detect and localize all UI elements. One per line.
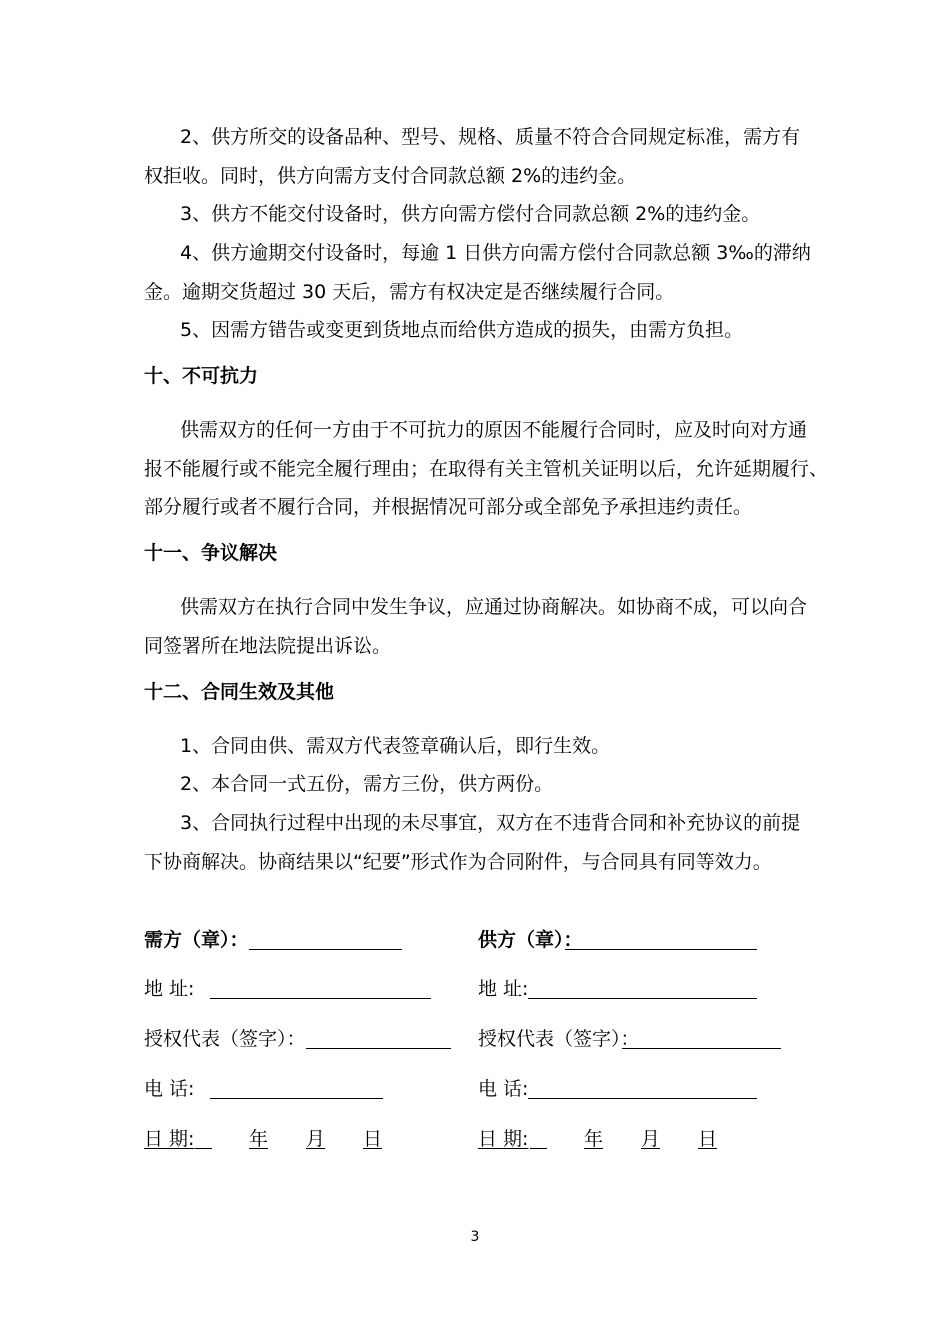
- buyer-address-line: [210, 998, 431, 999]
- supplier-address-label: 地 址:: [478, 978, 529, 1000]
- buyer-date-year: 年: [249, 1128, 269, 1150]
- buyer-seal-line: [249, 949, 402, 950]
- supplier-phone-line: [528, 1098, 757, 1099]
- clause-4-line-2: 金。逾期交货超过 30 天后，需方有权决定是否继续履行合同。: [144, 281, 675, 303]
- buyer-phone-label: 电 话:: [144, 1078, 195, 1100]
- section-12-item-1: 1、合同由供、需双方代表签章确认后，即行生效。: [180, 735, 611, 757]
- buyer-representative-label: 授权代表（签字）：: [144, 1028, 306, 1050]
- buyer-date-day: 日: [363, 1128, 383, 1150]
- buyer-address-label: 地 址:: [144, 978, 195, 1000]
- page-number: 3: [470, 1229, 480, 1245]
- supplier-phone-label: 电 话:: [478, 1078, 529, 1100]
- section-10-line-2: 报不能履行或不能完全履行理由；在取得有关主管机关证明以后，允许延期履行、: [144, 458, 829, 480]
- section-12-item-3-line-1: 3、合同执行过程中出现的未尽事宜，双方在不违背合同和补充协议的前提: [180, 812, 801, 834]
- supplier-address-line: [528, 998, 757, 999]
- section-11-heading: 十一、争议解决: [144, 542, 278, 564]
- supplier-seal-line: [565, 949, 757, 950]
- buyer-date-label: 日 期:: [144, 1128, 195, 1150]
- supplier-representative-line: [622, 1048, 781, 1049]
- buyer-seal-label: 需方（章）：: [144, 929, 249, 951]
- section-11-line-1: 供需双方在执行合同中发生争议，应通过协商解决。如协商不成，可以向合: [180, 596, 808, 618]
- clause-2-line-2: 权拒收。同时，供方向需方支付合同款总额 2%的违约金。: [144, 165, 637, 187]
- section-10-heading: 十、不可抗力: [144, 365, 259, 387]
- section-12-heading: 十二、合同生效及其他: [144, 681, 335, 703]
- section-12-item-3-line-2: 下协商解决。协商结果以“纪要”形式作为合同附件，与合同具有同等效力。: [144, 851, 772, 873]
- section-10-line-3: 部分履行或者不履行合同，并根据情况可部分或全部免予承担违约责任。: [144, 496, 753, 518]
- supplier-representative-label: 授权代表（签字）：: [478, 1028, 640, 1050]
- buyer-date-month: 月: [306, 1128, 326, 1150]
- buyer-date-line: [195, 1148, 212, 1149]
- section-10-line-1: 供需双方的任何一方由于不可抗力的原因不能履行合同时，应及时向对方通: [180, 419, 808, 441]
- section-11-line-2: 同签署所在地法院提出诉讼。: [144, 635, 392, 657]
- supplier-date-label: 日 期:: [478, 1128, 529, 1150]
- clause-4-line-1: 4、供方逾期交付设备时，每逾 1 日供方向需方偿付合同款总额 3‰的滞纳: [180, 242, 811, 264]
- section-12-item-2: 2、本合同一式五份，需方三份，供方两份。: [180, 773, 554, 795]
- buyer-representative-line: [306, 1048, 451, 1049]
- clause-5: 5、因需方错告或变更到货地点而给供方造成的损失，由需方负担。: [180, 319, 744, 341]
- supplier-date-line: [530, 1148, 547, 1149]
- clause-2-line-1: 2、供方所交的设备品种、型号、规格、质量不符合合同规定标准，需方有: [180, 126, 801, 148]
- supplier-seal-label: 供方（章）：: [478, 929, 583, 951]
- clause-3: 3、供方不能交付设备时，供方向需方偿付合同款总额 2%的违约金。: [180, 203, 761, 225]
- supplier-date-month: 月: [641, 1128, 661, 1150]
- supplier-date-day: 日: [698, 1128, 718, 1150]
- supplier-date-year: 年: [584, 1128, 604, 1150]
- buyer-phone-line: [210, 1098, 383, 1099]
